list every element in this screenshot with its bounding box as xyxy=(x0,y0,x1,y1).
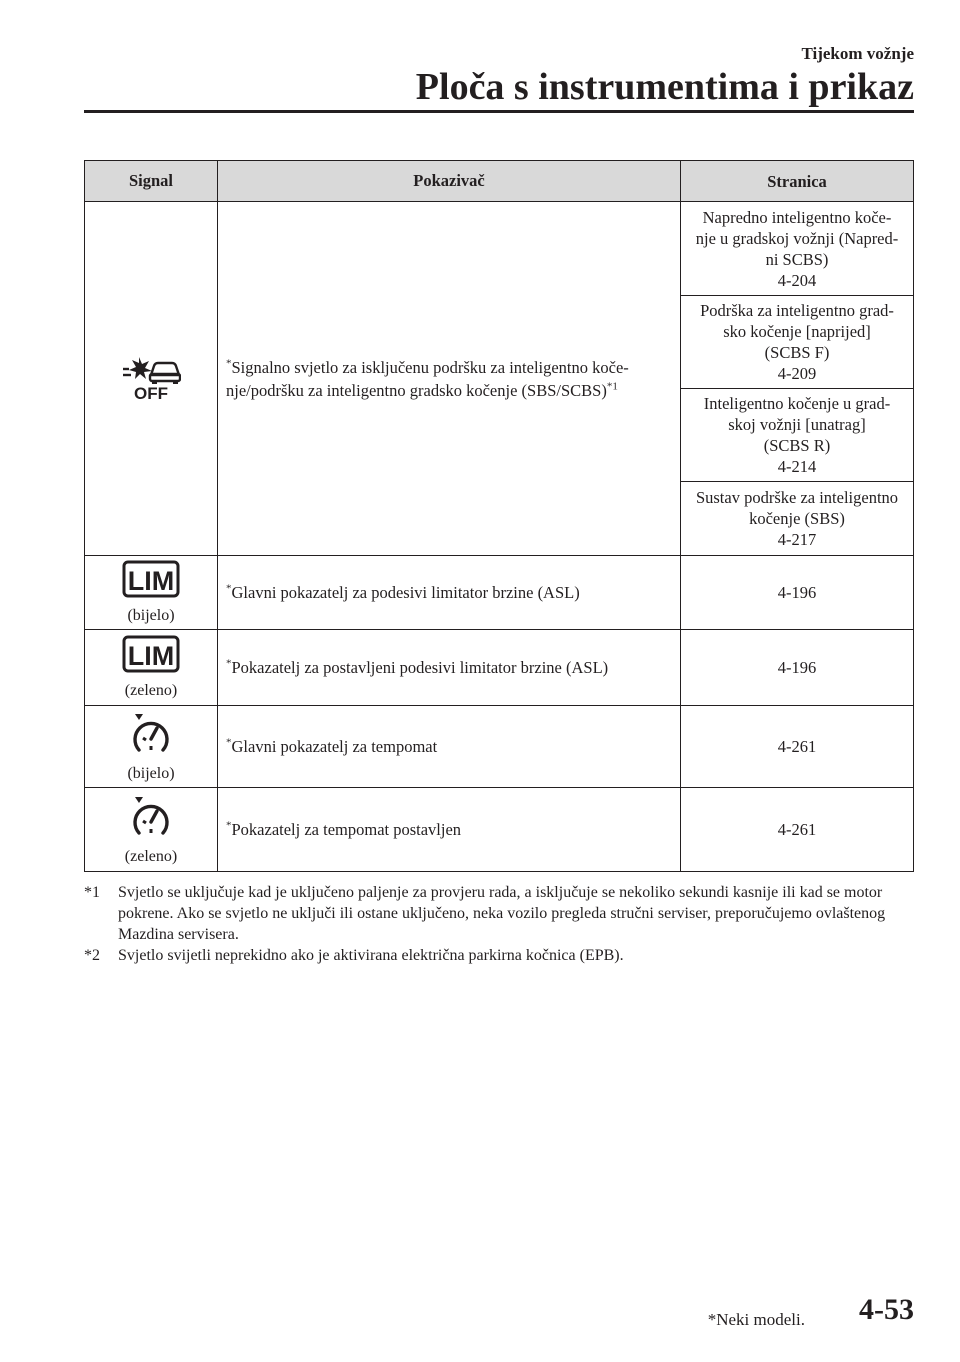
footer-note: *Neki modeli. xyxy=(707,1310,805,1329)
signal-caption: (zeleno) xyxy=(124,848,178,865)
page-cell: Sustav podrške za inteligentno kočenje (SBS) 4-217 xyxy=(681,482,914,556)
page-cell: 4-196 xyxy=(681,556,914,630)
table-row xyxy=(85,556,914,630)
header-page: Stranica xyxy=(681,161,914,202)
indicator-cell: *Glavni pokazatelj za tempomat xyxy=(218,706,681,788)
svg-text:LIM: LIM xyxy=(127,566,175,596)
table-row xyxy=(85,788,914,872)
page-cell: 4-196 xyxy=(681,630,914,706)
footnotes xyxy=(84,882,914,966)
indicator-cell: *Glavni pokazatelj za podesivi limitator brzine (ASL) xyxy=(218,556,681,630)
lim-icon xyxy=(122,560,180,603)
signals-table xyxy=(84,160,914,872)
footnote-ref: *1 xyxy=(606,380,618,392)
footnote-mark: *1 xyxy=(84,884,100,901)
page-cell: 4-261 xyxy=(681,788,914,872)
page-number: 4-53 xyxy=(859,1293,914,1326)
cruise-control-icon xyxy=(129,710,173,761)
signal-caption: (zeleno) xyxy=(124,682,178,699)
table-header-row xyxy=(85,161,914,202)
lim-icon xyxy=(122,635,180,678)
footnote-mark: *2 xyxy=(84,947,100,964)
header-indicator: Pokazivač xyxy=(218,161,681,202)
table-row xyxy=(85,630,914,706)
header-signal: Signal xyxy=(85,161,218,202)
table-row xyxy=(85,202,914,296)
signal-cell xyxy=(85,788,218,872)
indicator-cell: *Signalno svjetlo za isključenu podršku za inteligentno koče-nje/podršku za inteligentno gradsko kočenje (SBS/SCBS)$^{*1}$ xyxy=(218,202,681,556)
sbs-off-label: OFF xyxy=(134,384,168,401)
page-cell: Podrška za inteligentno grad- sko kočenje [naprijed] (SCBS F) 4-209 xyxy=(681,296,914,389)
sbs-off-icon xyxy=(121,351,181,406)
signal-cell xyxy=(85,630,218,706)
footnote xyxy=(84,945,914,966)
signal-caption: (bijelo) xyxy=(127,765,175,782)
cruise-control-icon xyxy=(129,793,173,844)
footnote-text: Svjetlo se uključuje kad je uključeno paljenje za provjeru rada, a isključuje se nekoliko sekundi kasnije ili kad se motor pokrene. Ako se svjetlo ne uključi ili ostane uključeno, neka vozilo pregleda stručni serviser, preporučujemo ovlaštenog Mazdina servisera. xyxy=(118,884,886,943)
page-cell: Napredno inteligentno koče- nje u gradskoj vožnji (Napred- ni SCBS) 4-204 xyxy=(681,202,914,296)
footnote xyxy=(84,882,914,945)
signal-cell xyxy=(85,556,218,630)
section-title: Tijekom vožnje xyxy=(801,44,914,63)
indicator-cell: *Pokazatelj za tempomat postavljen xyxy=(218,788,681,872)
sbs-description: Signalno svjetlo za isključenu podršku za inteligentno koče-nje/podršku za inteligentno gradsko kočenje (SBS/SCBS) xyxy=(226,357,629,400)
svg-text:LIM: LIM xyxy=(127,641,175,671)
page-cell: Inteligentno kočenje u grad- skoj vožnji [unatrag] (SCBS R) 4-214 xyxy=(681,389,914,482)
signal-cell xyxy=(85,706,218,788)
page-cell: 4-261 xyxy=(681,706,914,788)
table-row xyxy=(85,706,914,788)
signal-caption: (bijelo) xyxy=(127,607,175,624)
footnote-text: Svjetlo svijetli neprekidno ako je aktivirana električna parkirna kočnica (EPB). xyxy=(118,947,624,964)
indicator-cell: *Pokazatelj za postavljeni podesivi limitator brzine (ASL) xyxy=(218,630,681,706)
header-rule xyxy=(84,110,914,113)
page-header xyxy=(416,44,914,108)
signal-cell xyxy=(85,202,218,556)
page-title: Ploča s instrumentima i prikaz xyxy=(415,66,914,108)
